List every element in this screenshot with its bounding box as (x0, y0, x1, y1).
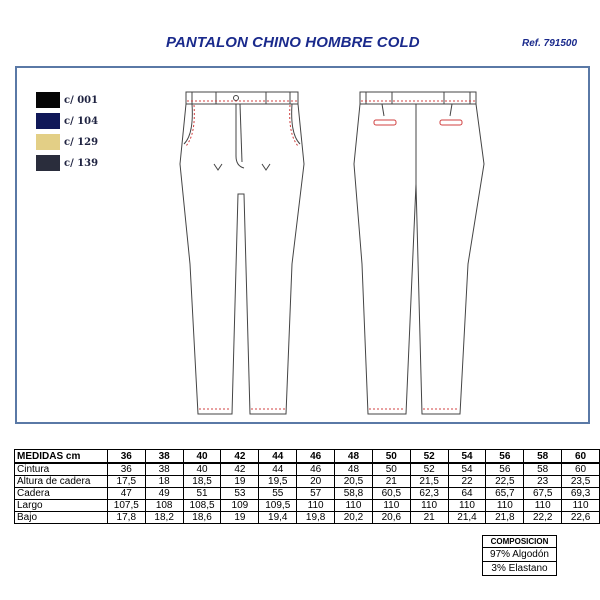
table-header-cell: 52 (410, 450, 448, 464)
table-cell: 109,5 (259, 500, 297, 512)
table-cell: 18,2 (145, 512, 183, 524)
table-cell: Bajo (15, 512, 108, 524)
table-cell: 55 (259, 488, 297, 500)
table-cell: 108 (145, 500, 183, 512)
table-header-cell: 56 (486, 450, 524, 464)
table-cell: 48 (335, 463, 373, 476)
table-cell: 40 (183, 463, 221, 476)
table-cell: 64 (448, 488, 486, 500)
table-cell: 20 (297, 476, 335, 488)
table-header-row (15, 450, 600, 464)
table-cell: 51 (183, 488, 221, 500)
swatch-row (36, 90, 98, 110)
table-cell: 60 (562, 463, 600, 476)
swatch-code: c/ 139 (64, 157, 99, 169)
color-swatches (36, 90, 98, 174)
table-cell: 38 (145, 463, 183, 476)
color-swatch (36, 155, 60, 171)
table-cell: 21,4 (448, 512, 486, 524)
table-header-cell: 48 (335, 450, 373, 464)
table-header-cell: MEDIDAS cm (15, 450, 108, 464)
table-cell: 22,5 (486, 476, 524, 488)
table-cell: 19 (221, 476, 259, 488)
composition-heading: COMPOSICION (483, 536, 556, 548)
table-cell: 50 (372, 463, 410, 476)
table-header-cell: 36 (107, 450, 145, 464)
table-cell: 110 (335, 500, 373, 512)
page-title: PANTALON CHINO HOMBRE COLD (166, 34, 420, 51)
table-header-cell: 38 (145, 450, 183, 464)
table-cell: 19,4 (259, 512, 297, 524)
table-header-cell: 42 (221, 450, 259, 464)
table-cell: 46 (297, 463, 335, 476)
swatch-code: c/ 104 (64, 115, 99, 127)
table-row (15, 512, 600, 524)
reference-code: Ref. 791500 (522, 38, 578, 49)
table-cell: 21,5 (410, 476, 448, 488)
color-swatch (36, 134, 60, 150)
table-cell: Cintura (15, 463, 108, 476)
table-cell: 21 (410, 512, 448, 524)
swatch-row (36, 153, 98, 173)
table-row (15, 476, 600, 488)
trousers-back-view (354, 92, 484, 414)
table-cell: 110 (410, 500, 448, 512)
table-cell: 21 (372, 476, 410, 488)
table-cell: Cadera (15, 488, 108, 500)
table-cell: 19 (221, 512, 259, 524)
table-header-cell: 40 (183, 450, 221, 464)
table-cell: 19,5 (259, 476, 297, 488)
table-cell: 58 (524, 463, 562, 476)
table-cell: 36 (107, 463, 145, 476)
table-cell: 65,7 (486, 488, 524, 500)
table-row (15, 500, 600, 512)
table-cell: 56 (486, 463, 524, 476)
table-cell: 110 (486, 500, 524, 512)
swatch-row (36, 132, 98, 152)
table-cell: 110 (562, 500, 600, 512)
table-cell: 20,5 (335, 476, 373, 488)
table-cell: 108,5 (183, 500, 221, 512)
table-cell: 67,5 (524, 488, 562, 500)
table-cell: 42 (221, 463, 259, 476)
table-cell: 23 (524, 476, 562, 488)
table-cell: 23,5 (562, 476, 600, 488)
table-cell: 62,3 (410, 488, 448, 500)
table-cell: 53 (221, 488, 259, 500)
swatch-row (36, 111, 98, 131)
table-cell: 107,5 (107, 500, 145, 512)
composition-box (482, 535, 557, 576)
table-cell: 20,2 (335, 512, 373, 524)
table-cell: 17,5 (107, 476, 145, 488)
table-cell: 22,6 (562, 512, 600, 524)
table-cell: 110 (372, 500, 410, 512)
table-cell: 21,8 (486, 512, 524, 524)
trousers-front-view (180, 92, 304, 414)
table-cell: 110 (448, 500, 486, 512)
trousers-technical-drawing (170, 84, 490, 419)
table-cell: 110 (524, 500, 562, 512)
table-cell: 58,8 (335, 488, 373, 500)
composition-line: 3% Elastano (483, 561, 556, 575)
table-cell: 18,6 (183, 512, 221, 524)
size-chart-table (14, 449, 600, 524)
table-header-cell: 46 (297, 450, 335, 464)
color-swatch (36, 92, 60, 108)
table-cell: 110 (297, 500, 335, 512)
swatch-code: c/ 001 (64, 94, 99, 106)
table-header-cell: 44 (259, 450, 297, 464)
table-cell: 54 (448, 463, 486, 476)
table-cell: Largo (15, 500, 108, 512)
table-cell: 44 (259, 463, 297, 476)
table-cell: 49 (145, 488, 183, 500)
table-cell: 109 (221, 500, 259, 512)
table-cell: Altura de cadera (15, 476, 108, 488)
table-cell: 20,6 (372, 512, 410, 524)
table-cell: 60,5 (372, 488, 410, 500)
table-cell: 69,3 (562, 488, 600, 500)
table-cell: 17,8 (107, 512, 145, 524)
table-header-cell: 60 (562, 450, 600, 464)
table-cell: 22 (448, 476, 486, 488)
table-header-cell: 58 (524, 450, 562, 464)
table-row (15, 463, 600, 476)
table-row (15, 488, 600, 500)
table-header-cell: 54 (448, 450, 486, 464)
table-cell: 57 (297, 488, 335, 500)
table-cell: 19,8 (297, 512, 335, 524)
table-cell: 18,5 (183, 476, 221, 488)
table-cell: 52 (410, 463, 448, 476)
table-cell: 47 (107, 488, 145, 500)
swatch-code: c/ 129 (64, 136, 99, 148)
table-header-cell: 50 (372, 450, 410, 464)
color-swatch (36, 113, 60, 129)
composition-line: 97% Algodón (490, 549, 549, 560)
table-cell: 18 (145, 476, 183, 488)
table-cell: 22,2 (524, 512, 562, 524)
